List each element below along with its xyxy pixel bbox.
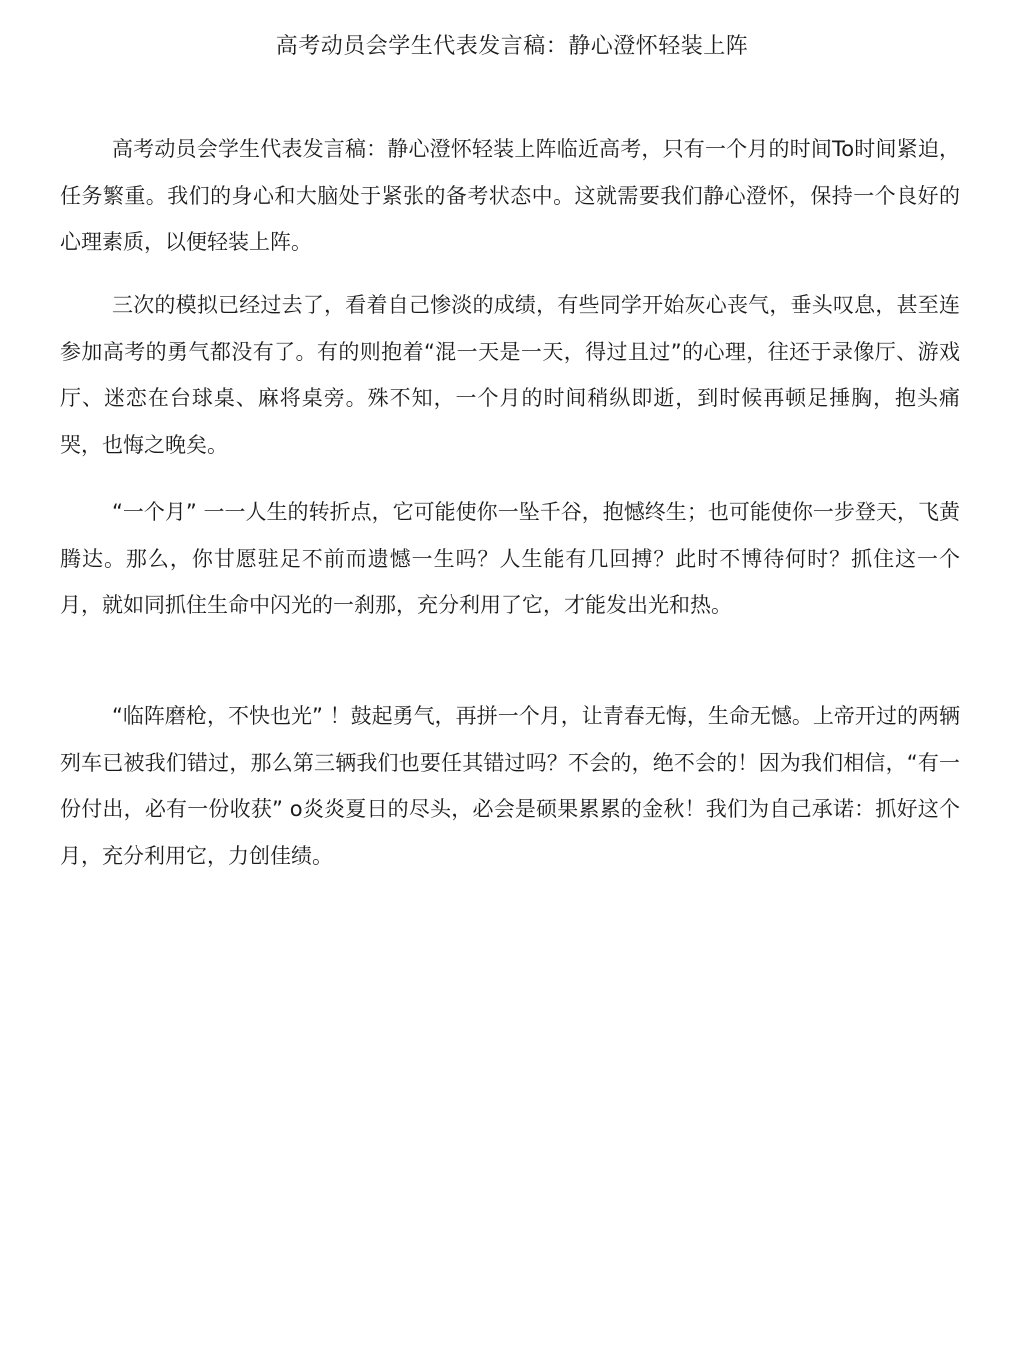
paragraph-2: 三次的模拟已经过去了，看着自己惨淡的成绩，有些同学开始灰心丧气，垂头叹息，甚至连参加高考的勇气都没有了。有的则抱着“混一天是一天，得过且过”的心理，往还于录像厅、游戏厅、迷恋在台球桌、麻将桌旁。殊不知，一个月的时间稍纵即逝，到时候再顿足捶胸，抱头痛哭，也悔之晚矣。 bbox=[60, 293, 960, 457]
paragraph-3: “一个月” 一一人生的转折点，它可能使你一坠千谷，抱憾终生；也可能使你一步登天，飞黄腾达。那么，你甘愿驻足不前而遗憾一生吗？人生能有几回搏？此时不博待何时？抓住这一个月，就如同抓住生命中闪光的一刹那，充分利用了它，才能发出光和热。 bbox=[60, 500, 960, 617]
document-title: 高考动员会学生代表发言稿：静心澄怀轻装上阵 bbox=[275, 34, 749, 59]
paragraph-1: 高考动员会学生代表发言稿：静心澄怀轻装上阵临近高考，只有一个月的时间To时间紧迫，任务繁重。我们的身心和大脑处于紧张的备考状态中。这就需要我们静心澄怀，保持一个良好的心理素质，以便轻装上阵。 bbox=[60, 137, 960, 254]
paragraph-4: “临阵磨枪，不快也光” ！鼓起勇气，再拼一个月，让青春无悔，生命无憾。上帝开过的两辆列车已被我们错过，那么第三辆我们也要任其错过吗？不会的，绝不会的！因为我们相信，“有一份付出，必有一份收获” o炎炎夏日的尽头，必会是硕果累累的金秋！我们为自己承诺：抓好这个月，充分利用它，力创佳绩。 bbox=[60, 704, 960, 868]
